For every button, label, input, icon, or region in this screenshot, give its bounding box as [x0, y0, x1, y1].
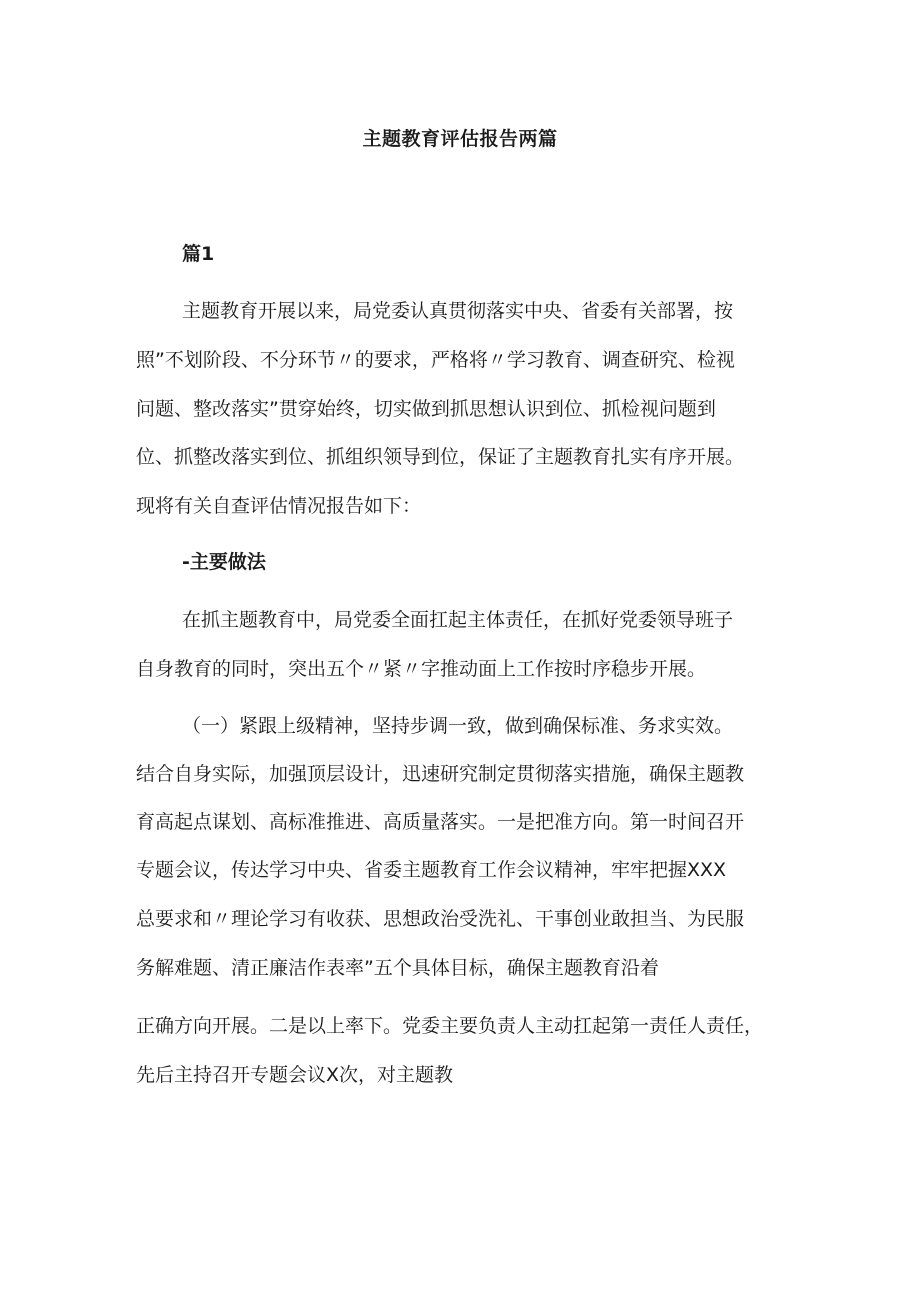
para4-line-1: 正确方向开展。二是以上率下。党委主要负责人主动扛起第一责任人责任，	[136, 1015, 764, 1037]
subheading-main-practices: -主要做法	[182, 551, 266, 573]
para3-line-4: 专题会议，传达学习中央、省委主题教育工作会议精神，牢牢把握XXX	[136, 859, 727, 881]
document-title: 主题教育评估报告两篇	[362, 128, 558, 150]
para3-line-3: 育高起点谋划、高标准推进、高质量落实。一是把准方向。第一时间召开	[136, 811, 745, 833]
intro-line-3: 问题、整改落实”贯穿始终，切实做到抓思想认识到位、抓检视问题到	[136, 398, 716, 420]
para2-line-1: 在抓主题教育中，局党委全面扛起主体责任，在抓好党委领导班子	[182, 609, 734, 631]
para3-line-5: 总要求和〃理论学习有收获、思想政治受洗礼、干事创业敢担当、为民服	[136, 908, 745, 930]
intro-line-4: 位、抓整改落实到位、抓组织领导到位，保证了主题教育扎实有序开展。	[136, 446, 745, 468]
para2-line-2: 自身教育的同时，突出五个〃紧〃字推动面上工作按时序稳步开展。	[136, 658, 707, 680]
para3-line-2: 结合自身实际，加强顶层设计，迅速研究制定贯彻落实措施，确保主题教	[136, 763, 745, 785]
para3-line-1: （一）紧跟上级精神，坚持步调一致，做到确保标准、务求实效。	[182, 715, 734, 737]
para4-line-2: 先后主持召开专题会议X次，对主题教	[136, 1064, 454, 1086]
intro-line-1: 主题教育开展以来，局党委认真贯彻落实中央、省委有关部署，按	[182, 300, 734, 322]
intro-line-2: 照”不划阶段、不分环节〃的要求，严格将〃学习教育、调查研究、检视	[136, 349, 735, 371]
intro-line-5: 现将有关自查评估情况报告如下：	[136, 495, 422, 517]
section-heading: 篇1	[182, 243, 215, 265]
para3-line-6: 务解难题、清正廉洁作表率”五个具体目标，确保主题教育沿着	[136, 957, 659, 979]
